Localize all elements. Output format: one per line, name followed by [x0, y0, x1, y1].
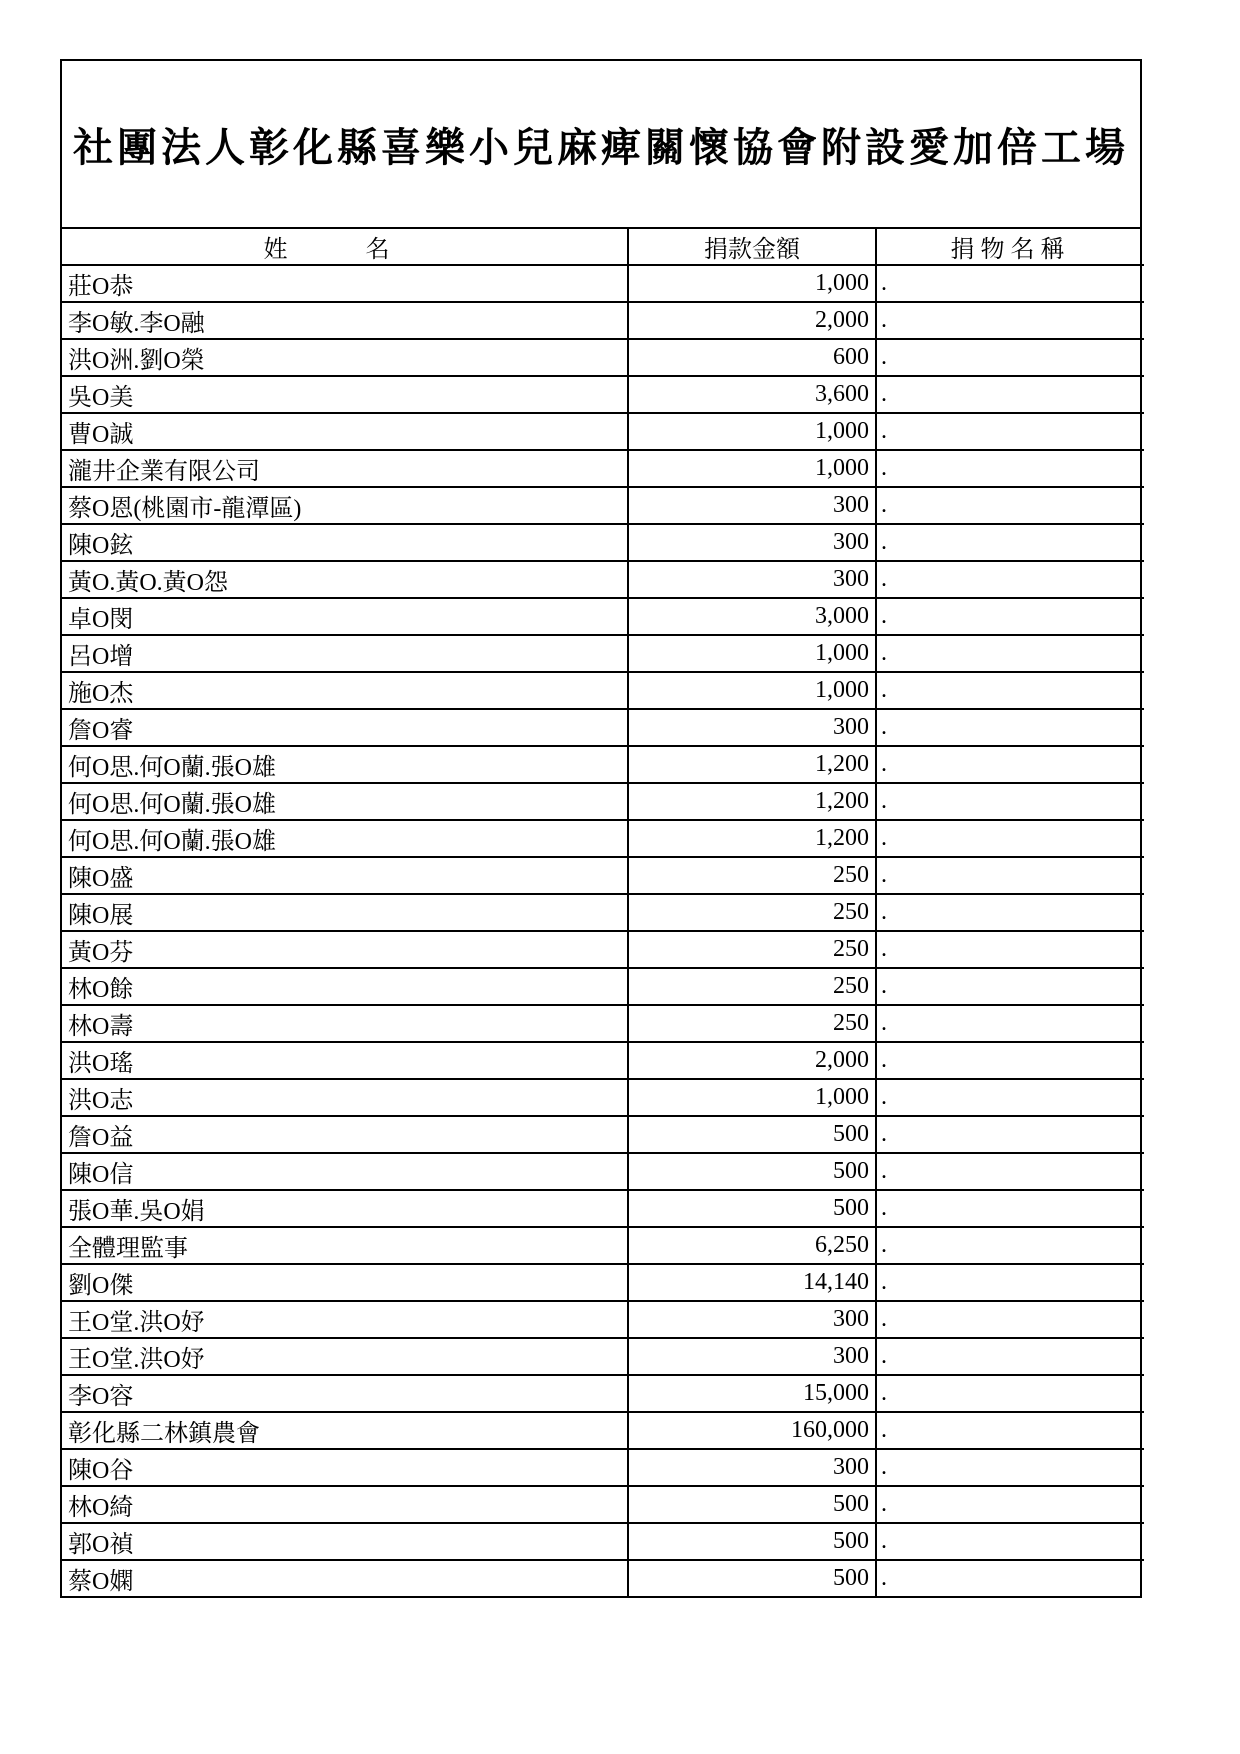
table-row [62, 894, 1144, 931]
donor-name: 吳O美 [62, 376, 628, 413]
donation-amount: 500 [628, 1116, 876, 1153]
donated-item: . [876, 450, 1144, 487]
donation-amount: 300 [628, 524, 876, 561]
donated-item: . [876, 339, 1144, 376]
table-row [62, 931, 1144, 968]
table-row [62, 1338, 1144, 1375]
donor-name: 林O壽 [62, 1005, 628, 1042]
donor-name: 張O華.吳O娟 [62, 1190, 628, 1227]
table-row [62, 524, 1144, 561]
donor-name: 劉O傑 [62, 1264, 628, 1301]
donor-name: 蔡O嫻 [62, 1560, 628, 1596]
donor-name: 呂O增 [62, 635, 628, 672]
table-row [62, 339, 1144, 376]
table-row [62, 1005, 1144, 1042]
donated-item: . [876, 1449, 1144, 1486]
donation-amount: 250 [628, 857, 876, 894]
table-row [62, 746, 1144, 783]
donor-name: 黃O芬 [62, 931, 628, 968]
table-row [62, 672, 1144, 709]
donor-name: 李O容 [62, 1375, 628, 1412]
table-row [62, 709, 1144, 746]
header-amount: 捐款金額 [628, 229, 876, 265]
donated-item: . [876, 1523, 1144, 1560]
donation-amount: 1,200 [628, 820, 876, 857]
table-row [62, 450, 1144, 487]
donated-item: . [876, 265, 1144, 302]
table-row [62, 1153, 1144, 1190]
donor-name: 陳O信 [62, 1153, 628, 1190]
donation-amount: 1,000 [628, 672, 876, 709]
donor-name: 何O思.何O蘭.張O雄 [62, 746, 628, 783]
donation-amount: 250 [628, 968, 876, 1005]
donated-item: . [876, 302, 1144, 339]
donor-name: 卓O閔 [62, 598, 628, 635]
donation-amount: 1,000 [628, 1079, 876, 1116]
donor-name: 李O敏.李O融 [62, 302, 628, 339]
donation-amount: 500 [628, 1486, 876, 1523]
donation-amount: 15,000 [628, 1375, 876, 1412]
donor-name: 王O堂.洪O妤 [62, 1301, 628, 1338]
donor-name: 郭O禎 [62, 1523, 628, 1560]
table-row [62, 1190, 1144, 1227]
table-row [62, 487, 1144, 524]
donated-item: . [876, 524, 1144, 561]
donation-amount: 300 [628, 709, 876, 746]
table-row [62, 1079, 1144, 1116]
table-header-row [62, 229, 1144, 265]
donated-item: . [876, 783, 1144, 820]
donation-amount: 250 [628, 1005, 876, 1042]
donor-name: 曹O誠 [62, 413, 628, 450]
donated-item: . [876, 894, 1144, 931]
table-row [62, 1560, 1144, 1596]
table-row [62, 1264, 1144, 1301]
donated-item: . [876, 1042, 1144, 1079]
table-row [62, 413, 1144, 450]
table-row [62, 783, 1144, 820]
donor-name: 何O思.何O蘭.張O雄 [62, 820, 628, 857]
donated-item: . [876, 1005, 1144, 1042]
donation-amount: 500 [628, 1560, 876, 1596]
table-row [62, 376, 1144, 413]
donated-item: . [876, 672, 1144, 709]
donation-amount: 250 [628, 931, 876, 968]
donation-amount: 1,200 [628, 746, 876, 783]
donor-name: 林O餘 [62, 968, 628, 1005]
table-row [62, 857, 1144, 894]
donation-amount: 3,000 [628, 598, 876, 635]
donor-name: 何O思.何O蘭.張O雄 [62, 783, 628, 820]
donation-amount: 300 [628, 487, 876, 524]
donated-item: . [876, 1227, 1144, 1264]
donor-name: 洪O志 [62, 1079, 628, 1116]
donated-item: . [876, 931, 1144, 968]
donated-item: . [876, 1486, 1144, 1523]
donated-item: . [876, 709, 1144, 746]
donation-amount: 300 [628, 1301, 876, 1338]
donated-item: . [876, 1116, 1144, 1153]
donated-item: . [876, 1153, 1144, 1190]
donation-amount: 2,000 [628, 1042, 876, 1079]
table-row [62, 1116, 1144, 1153]
donor-name: 詹O益 [62, 1116, 628, 1153]
donated-item: . [876, 1412, 1144, 1449]
donated-item: . [876, 376, 1144, 413]
donor-name: 陳O谷 [62, 1449, 628, 1486]
donor-name: 彰化縣二林鎮農會 [62, 1412, 628, 1449]
title-box [62, 61, 1140, 229]
donated-item: . [876, 598, 1144, 635]
donation-amount: 1,000 [628, 450, 876, 487]
donated-item: . [876, 1190, 1144, 1227]
donation-amount: 500 [628, 1153, 876, 1190]
donation-amount: 250 [628, 894, 876, 931]
table-row [62, 302, 1144, 339]
donor-name: 洪O洲.劉O榮 [62, 339, 628, 376]
donated-item: . [876, 1301, 1144, 1338]
donation-amount: 1,200 [628, 783, 876, 820]
donated-item: . [876, 1338, 1144, 1375]
table-row [62, 968, 1144, 1005]
donation-amount: 600 [628, 339, 876, 376]
donated-item: . [876, 1560, 1144, 1596]
donor-name: 施O杰 [62, 672, 628, 709]
donated-item: . [876, 820, 1144, 857]
donation-amount: 1,000 [628, 265, 876, 302]
donation-amount: 300 [628, 1338, 876, 1375]
table-row [62, 820, 1144, 857]
table-row [62, 1486, 1144, 1523]
table-row [62, 598, 1144, 635]
donation-amount: 1,000 [628, 635, 876, 672]
table-row [62, 1375, 1144, 1412]
donated-item: . [876, 968, 1144, 1005]
donation-amount: 160,000 [628, 1412, 876, 1449]
donated-item: . [876, 561, 1144, 598]
donor-name: 全體理監事 [62, 1227, 628, 1264]
donated-item: . [876, 1079, 1144, 1116]
donor-name: 莊O恭 [62, 265, 628, 302]
donor-name: 林O綺 [62, 1486, 628, 1523]
donated-item: . [876, 857, 1144, 894]
donation-amount: 14,140 [628, 1264, 876, 1301]
donated-item: . [876, 1264, 1144, 1301]
donor-name: 洪O瑤 [62, 1042, 628, 1079]
donation-amount: 500 [628, 1523, 876, 1560]
donated-item: . [876, 1375, 1144, 1412]
donor-name: 黃O.黃O.黃O怨 [62, 561, 628, 598]
header-item: 捐物名稱 [876, 229, 1144, 265]
donor-name: 陳O鉉 [62, 524, 628, 561]
donated-item: . [876, 746, 1144, 783]
table-row [62, 1449, 1144, 1486]
donation-amount: 3,600 [628, 376, 876, 413]
table-row [62, 1412, 1144, 1449]
donor-name: 詹O睿 [62, 709, 628, 746]
table-row [62, 265, 1144, 302]
table-row [62, 1042, 1144, 1079]
donor-name: 陳O盛 [62, 857, 628, 894]
donated-item: . [876, 487, 1144, 524]
donated-item: . [876, 635, 1144, 672]
donation-sheet [60, 59, 1142, 1598]
donation-amount: 500 [628, 1190, 876, 1227]
donation-table [62, 229, 1144, 1596]
donation-amount: 2,000 [628, 302, 876, 339]
donor-name: 陳O展 [62, 894, 628, 931]
donation-amount: 300 [628, 561, 876, 598]
donation-amount: 6,250 [628, 1227, 876, 1264]
table-row [62, 635, 1144, 672]
donor-name: 王O堂.洪O妤 [62, 1338, 628, 1375]
table-row [62, 1301, 1144, 1338]
page-title: 社團法人彰化縣喜樂小兒麻痺關懷協會附設愛加倍工場 [73, 123, 1129, 171]
header-name: 姓 名 [62, 229, 628, 265]
table-row [62, 1523, 1144, 1560]
donor-name: 蔡O恩(桃園市-龍潭區) [62, 487, 628, 524]
table-row [62, 561, 1144, 598]
donated-item: . [876, 413, 1144, 450]
table-row [62, 1227, 1144, 1264]
donation-amount: 300 [628, 1449, 876, 1486]
donation-amount: 1,000 [628, 413, 876, 450]
donor-name: 瀧井企業有限公司 [62, 450, 628, 487]
